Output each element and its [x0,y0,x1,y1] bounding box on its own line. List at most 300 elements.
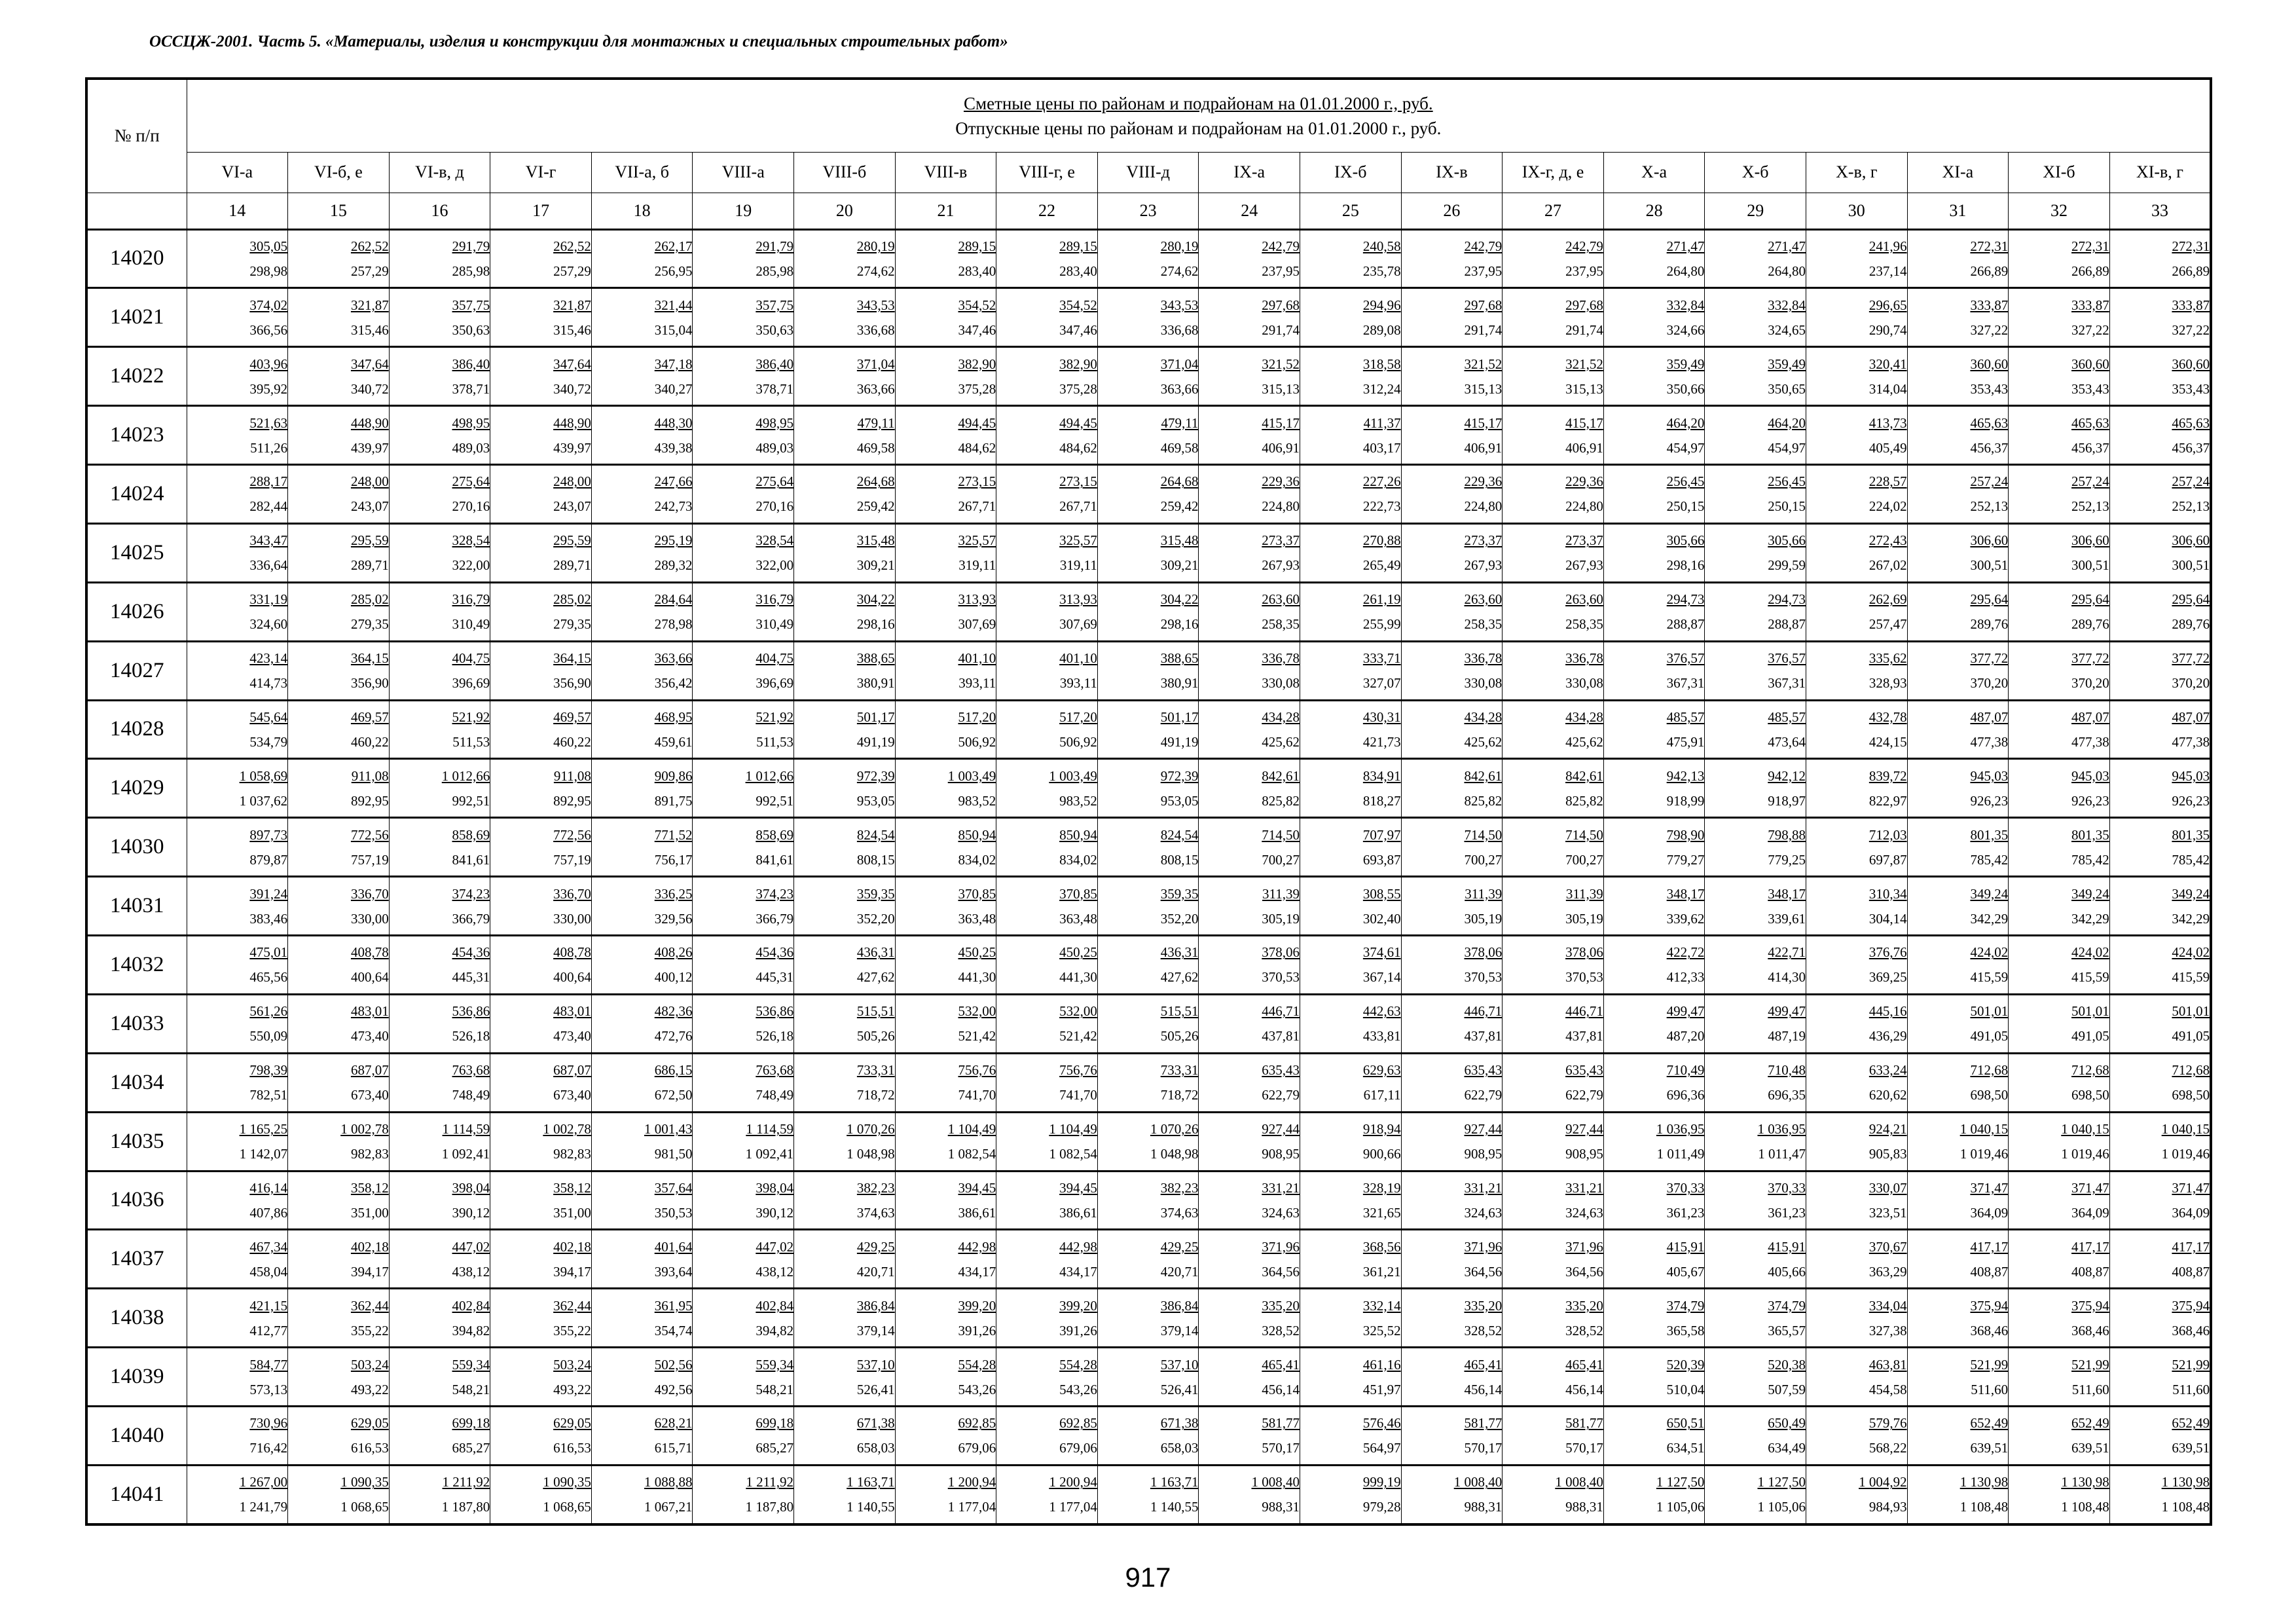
price-cell [1705,1348,1806,1407]
release-price: 243,07 [350,498,389,515]
release-price: 992,51 [452,792,490,809]
price-cell [187,1289,288,1348]
estimated-price: 415,17 [1565,415,1603,431]
price-cell [996,523,1098,582]
row-code: 14027 [86,641,187,700]
release-price: 289,71 [350,557,389,574]
estimated-price: 635,43 [1262,1062,1300,1079]
price-cell [1907,759,2009,818]
release-price: 283,40 [1059,263,1097,279]
estimated-price: 763,68 [756,1062,794,1079]
price-cell [1806,1289,1908,1348]
release-price: 658,03 [1160,1440,1199,1456]
price-cell [1300,1053,1402,1112]
estimated-price: 295,59 [553,532,591,549]
release-price: 403,17 [1362,439,1401,456]
release-price: 526,18 [452,1028,490,1044]
release-price: 622,79 [1262,1087,1300,1103]
estimated-price: 479,11 [1161,415,1199,431]
estimated-price: 801,35 [2071,826,2109,843]
price-cell [591,1053,693,1112]
release-price: 1 019,46 [2161,1146,2210,1162]
release-price: 757,19 [553,851,591,868]
estimated-price: 537,10 [856,1356,895,1373]
release-price: 511,53 [756,733,794,750]
price-cell [1300,582,1402,641]
price-cell [288,1465,390,1524]
price-cell [1907,1171,2009,1230]
release-price: 491,05 [1970,1028,2009,1044]
estimated-price: 1 163,71 [847,1474,895,1490]
price-cell [1097,1171,1199,1230]
release-price: 270,16 [756,498,794,515]
estimated-price: 712,68 [2172,1062,2210,1079]
estimated-price: 242,79 [1565,238,1603,254]
release-price: 1 019,46 [1959,1146,2009,1162]
price-cell [288,347,390,406]
price-cell [591,1289,693,1348]
price-cell [288,936,390,995]
estimated-price: 374,23 [756,885,794,902]
table-row [86,1053,2211,1112]
estimated-price: 536,86 [756,1003,794,1020]
release-price: 785,42 [2071,851,2109,868]
price-cell [1401,1053,1503,1112]
price-cell [1199,1289,1300,1348]
price-cell [2009,877,2110,936]
price-cell [1097,759,1199,818]
estimated-price: 446,71 [1565,1003,1603,1020]
price-cell [591,582,693,641]
price-cell [187,229,288,288]
release-price: 321,65 [1362,1204,1401,1221]
estimated-price: 850,94 [958,826,996,843]
price-cell [794,818,896,877]
price-cell [1300,1171,1402,1230]
price-cell [1907,1348,2009,1407]
estimated-price: 714,50 [1565,826,1603,843]
price-cell [1199,700,1300,759]
estimated-price: 240,58 [1362,238,1401,254]
release-price: 314,04 [1868,380,1907,397]
table-row [86,1112,2211,1171]
row-code: 14026 [86,582,187,641]
release-price: 336,64 [249,557,288,574]
price-cell [2109,288,2211,347]
release-price: 785,42 [2172,851,2210,868]
estimated-price: 321,44 [654,297,693,313]
estimated-price: 273,37 [1464,532,1503,549]
release-price: 437,81 [1262,1028,1300,1044]
estimated-price: 559,34 [756,1356,794,1373]
release-price: 393,11 [1059,675,1097,692]
price-cell [1503,1053,1604,1112]
estimated-price: 376,76 [1868,944,1907,961]
price-cell [1097,1230,1199,1289]
estimated-price: 343,53 [1160,297,1199,313]
release-price: 347,46 [1059,322,1097,338]
price-cell [1300,641,1402,700]
release-price: 1 092,41 [441,1146,490,1162]
price-cell [591,936,693,995]
release-price: 310,49 [452,616,490,633]
price-cell [490,229,592,288]
release-price: 224,80 [1262,498,1300,515]
price-cell [1401,1407,1503,1466]
estimated-price: 334,04 [1868,1297,1907,1314]
price-cell [288,877,390,936]
release-price: 696,35 [1768,1087,1806,1103]
estimated-price: 257,24 [1970,473,2009,490]
price-cell [591,877,693,936]
price-cell [591,288,693,347]
price-cell [693,759,794,818]
estimated-price: 465,41 [1262,1356,1300,1373]
estimated-price: 316,79 [452,591,490,608]
release-price: 367,14 [1362,969,1401,986]
release-price: 363,66 [856,380,895,397]
release-price: 224,80 [1464,498,1503,515]
release-price: 302,40 [1362,910,1401,927]
estimated-price: 375,94 [2172,1297,2210,1314]
release-price: 307,69 [958,616,996,633]
price-cell [1907,523,2009,582]
release-price: 506,92 [1059,733,1097,750]
estimated-price: 333,87 [2172,297,2210,313]
release-price: 330,08 [1464,675,1503,692]
estimated-price: 227,26 [1362,473,1401,490]
table-row [86,994,2211,1053]
price-cell [389,936,490,995]
release-price: 521,42 [958,1028,996,1044]
price-cell [1401,347,1503,406]
release-price: 364,09 [2071,1204,2109,1221]
release-price: 900,66 [1362,1146,1401,1162]
release-price: 309,21 [1160,557,1199,574]
estimated-price: 561,26 [249,1003,288,1020]
price-cell [1806,936,1908,995]
price-cell [389,465,490,524]
estimated-price: 911,08 [553,767,591,784]
release-price: 1 019,46 [2061,1146,2109,1162]
estimated-price: 798,39 [249,1062,288,1079]
estimated-price: 559,34 [452,1356,490,1373]
estimated-price: 712,03 [1868,826,1907,843]
release-price: 718,72 [856,1087,895,1103]
price-cell [591,641,693,700]
price-cell [1300,229,1402,288]
price-cell [1907,877,2009,936]
price-cell [1401,641,1503,700]
row-code: 14020 [86,229,187,288]
release-price: 252,13 [2071,498,2109,515]
price-cell [1097,1465,1199,1524]
price-cell [895,1289,996,1348]
estimated-price: 348,17 [1666,885,1705,902]
release-price: 328,52 [1262,1322,1300,1338]
table-row [86,877,2211,936]
price-cell [288,1112,390,1171]
price-cell [895,1112,996,1171]
estimated-price: 272,31 [2172,238,2210,254]
estimated-price: 348,17 [1768,885,1806,902]
column-index: 30 [1806,193,1908,229]
price-cell [794,994,896,1053]
column-index: 18 [591,193,693,229]
table-row [86,700,2211,759]
release-price: 414,73 [249,675,288,692]
release-price: 290,74 [1868,322,1907,338]
release-price: 315,13 [1262,380,1300,397]
release-price: 370,53 [1565,969,1603,986]
price-cell [1603,877,1705,936]
estimated-price: 494,45 [958,415,996,431]
release-price: 473,40 [553,1028,591,1044]
row-code: 14028 [86,700,187,759]
release-price: 400,12 [654,969,693,986]
price-cell [895,818,996,877]
price-cell [187,1171,288,1230]
estimated-price: 315,48 [856,532,895,549]
price-cell [1806,1171,1908,1230]
release-price: 367,31 [1666,675,1705,692]
release-price: 456,14 [1464,1381,1503,1397]
price-cell [895,994,996,1053]
release-price: 336,68 [1160,322,1199,338]
estimated-price: 502,56 [654,1356,693,1373]
estimated-price: 909,86 [654,767,693,784]
release-price: 748,49 [452,1087,490,1103]
estimated-price: 336,70 [553,885,591,902]
release-price: 1 092,41 [745,1146,794,1162]
estimated-price: 402,18 [350,1238,389,1255]
release-price: 258,35 [1565,616,1603,633]
price-cell [996,1171,1098,1230]
price-cell [187,1053,288,1112]
release-price: 841,61 [452,851,490,868]
price-cell [1199,1171,1300,1230]
estimated-price: 335,20 [1262,1297,1300,1314]
estimated-price: 401,10 [1059,650,1097,667]
release-price: 367,31 [1768,675,1806,692]
price-cell [1907,818,2009,877]
estimated-price: 1 127,50 [1656,1474,1705,1490]
estimated-price: 465,63 [2071,415,2109,431]
price-cell [2109,1465,2211,1524]
estimated-price: 422,71 [1768,944,1806,961]
estimated-price: 1 001,43 [644,1121,693,1137]
estimated-price: 311,39 [1262,885,1300,902]
price-cell [1401,1112,1503,1171]
price-cell [288,641,390,700]
price-cell [996,347,1098,406]
estimated-price: 285,02 [553,591,591,608]
estimated-price: 331,21 [1565,1179,1603,1196]
running-header: ОССЦЖ-2001. Часть 5. «Материалы, изделия и конструкции для монтажных и специальных строительных работ» [149,33,1008,50]
release-price: 370,20 [1970,675,2009,692]
release-price: 259,42 [1160,498,1199,515]
column-header: VIII-б [794,152,896,193]
release-price: 1 140,55 [1150,1499,1199,1515]
release-price: 620,62 [1868,1087,1907,1103]
release-price: 456,14 [1262,1381,1300,1397]
release-price: 484,62 [1059,439,1097,456]
price-cell [389,347,490,406]
release-price: 222,73 [1362,498,1401,515]
release-price: 366,56 [249,322,288,338]
table-row [86,641,2211,700]
price-cell [1097,582,1199,641]
price-cell [1705,229,1806,288]
estimated-price: 413,73 [1868,415,1907,431]
release-price: 368,46 [2071,1322,2109,1338]
release-price: 616,53 [350,1440,389,1456]
estimated-price: 289,15 [958,238,996,254]
estimated-price: 842,61 [1464,767,1503,784]
release-price: 988,31 [1262,1499,1300,1515]
column-header: VIII-г, е [996,152,1098,193]
estimated-price: 364,15 [350,650,389,667]
price-cell [1401,1171,1503,1230]
estimated-price: 270,88 [1362,532,1401,549]
release-price: 327,07 [1362,675,1401,692]
price-cell [794,641,896,700]
price-cell [2009,1112,2110,1171]
price-cell [187,1230,288,1289]
release-price: 679,06 [958,1440,996,1456]
price-cell [187,523,288,582]
estimated-price: 247,66 [654,473,693,490]
estimated-price: 328,54 [756,532,794,549]
release-price: 274,62 [856,263,895,279]
release-price: 698,50 [2172,1087,2210,1103]
estimated-price: 465,63 [1970,415,2009,431]
release-price: 526,41 [1160,1381,1199,1397]
price-cell [288,1289,390,1348]
release-price: 405,66 [1768,1263,1806,1280]
release-price: 310,49 [756,616,794,633]
estimated-price: 1 200,94 [947,1474,996,1490]
release-price: 425,62 [1262,733,1300,750]
price-cell [693,523,794,582]
price-cell [1907,700,2009,759]
estimated-price: 357,75 [452,297,490,313]
release-price: 400,64 [553,969,591,986]
release-price: 639,51 [2071,1440,2109,1456]
release-price: 493,22 [350,1381,389,1397]
price-cell [1705,1289,1806,1348]
release-price: 304,14 [1868,910,1907,927]
release-price: 1 048,98 [847,1146,895,1162]
price-cell [389,994,490,1053]
estimated-price: 772,56 [350,826,389,843]
release-price: 1 187,80 [441,1499,490,1515]
release-price: 364,09 [2172,1204,2210,1221]
price-cell [2009,288,2110,347]
estimated-price: 321,87 [553,297,591,313]
release-price: 1 187,80 [745,1499,794,1515]
estimated-price: 362,44 [553,1297,591,1314]
estimated-price: 1 003,49 [1049,767,1097,784]
release-price: 420,71 [1160,1263,1199,1280]
release-price: 405,49 [1868,439,1907,456]
estimated-price: 394,45 [958,1179,996,1196]
table-row [86,1348,2211,1407]
price-cell [2009,465,2110,524]
estimated-price: 447,02 [452,1238,490,1255]
release-price: 685,27 [756,1440,794,1456]
release-price: 300,51 [2172,557,2210,574]
price-cell [187,1348,288,1407]
page-number: 917 [1125,1562,1171,1593]
estimated-price: 401,10 [958,650,996,667]
release-price: 289,76 [1970,616,2009,633]
release-price: 1 177,04 [947,1499,996,1515]
row-code: 14036 [86,1171,187,1230]
estimated-price: 377,72 [2071,650,2109,667]
release-price: 395,92 [249,380,288,397]
price-cell [1705,582,1806,641]
release-price: 393,64 [654,1263,693,1280]
price-cell [794,700,896,759]
price-cell [2109,994,2211,1053]
price-cell [1503,288,1604,347]
price-cell [2009,1230,2110,1289]
price-cell [288,229,390,288]
estimated-price: 304,22 [856,591,895,608]
price-cell [187,818,288,877]
price-cell [2109,582,2211,641]
price-cell [1603,1053,1705,1112]
price-cell [288,523,390,582]
release-price: 491,19 [1160,733,1199,750]
release-price: 639,51 [1970,1440,2009,1456]
release-price: 408,87 [2071,1263,2109,1280]
estimated-price: 386,84 [856,1297,895,1314]
estimated-price: 304,22 [1160,591,1199,608]
estimated-price: 332,14 [1362,1297,1401,1314]
price-cell [2109,406,2211,465]
row-code: 14037 [86,1230,187,1289]
release-price: 477,38 [2172,733,2210,750]
release-price: 364,56 [1262,1263,1300,1280]
table-row [86,1407,2211,1466]
estimated-price: 652,49 [1970,1415,2009,1431]
estimated-price: 532,00 [958,1003,996,1020]
release-price: 279,35 [553,616,591,633]
estimated-price: 321,52 [1464,356,1503,372]
price-cell [288,465,390,524]
price-cell [288,759,390,818]
table-row [86,1289,2211,1348]
price-cell [1705,759,1806,818]
estimated-price: 436,31 [1160,944,1199,961]
price-cell [1603,229,1705,288]
release-price: 351,00 [350,1204,389,1221]
price-cell [996,406,1098,465]
row-code: 14034 [86,1053,187,1112]
release-price: 506,92 [958,733,996,750]
release-price: 324,63 [1464,1204,1503,1221]
release-price: 822,97 [1868,792,1907,809]
price-cell [1705,936,1806,995]
release-price: 342,29 [2071,910,2109,927]
estimated-price: 692,85 [958,1415,996,1431]
estimated-price: 798,90 [1666,826,1705,843]
price-cell [389,1171,490,1230]
estimated-price: 248,00 [350,473,389,490]
release-price: 818,27 [1362,792,1401,809]
